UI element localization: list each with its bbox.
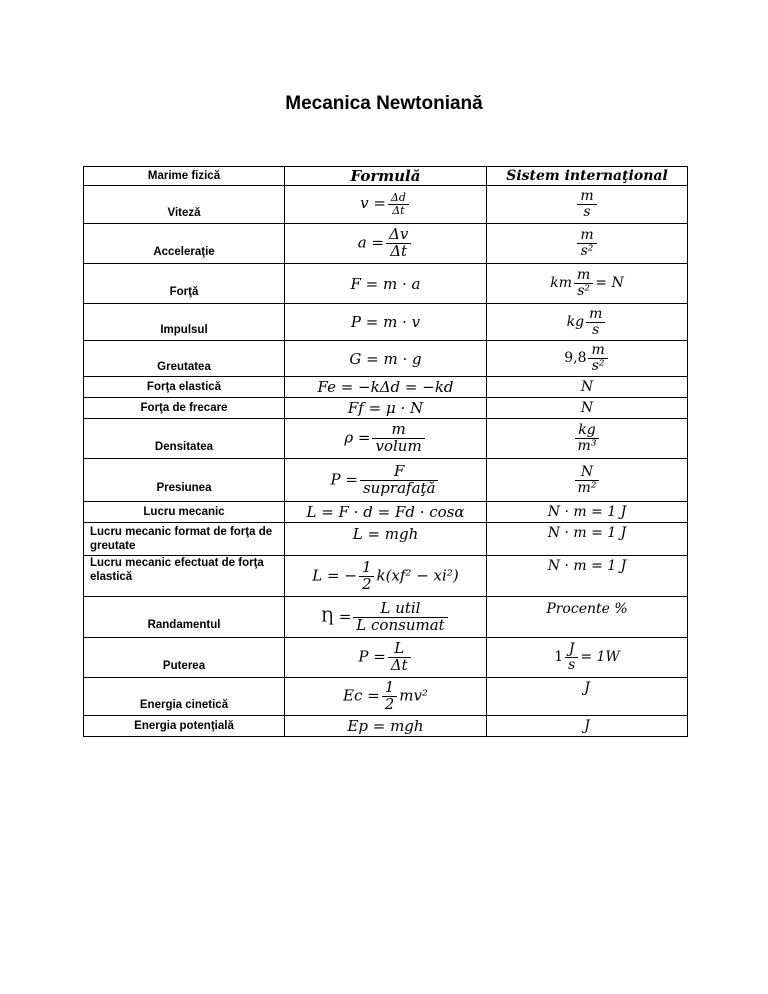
quantity-name: Presiunea	[156, 482, 212, 494]
si-cell: N · m = 1 J	[487, 523, 688, 556]
si-cell: N · m = 1 J	[487, 556, 688, 597]
header-si: Sistem internaţional	[487, 167, 688, 186]
formula-cell: L = − $\frac{1}{2}$ k(xf² − xi²)	[285, 556, 487, 597]
formula-cell: ρ = $\frac{m}{\text{volum}}$	[285, 419, 487, 459]
si-cell: N	[487, 398, 688, 419]
si-cell: J	[487, 678, 688, 716]
si-cell: N · m = 1 J	[487, 502, 688, 523]
quantity-name: Lucru mecanic	[84, 502, 285, 523]
formula-cell: F = m · a	[285, 264, 487, 304]
formula-cell: P = m · v	[285, 304, 487, 341]
quantity-name: Forţa elastică	[84, 377, 285, 398]
quantity-name: Impulsul	[160, 324, 208, 336]
si-cell: $\frac{m}{\text{s²}}$	[487, 224, 688, 264]
page-title: Mecanica Newtoniană	[285, 93, 483, 114]
table-row	[84, 556, 688, 597]
formula-cell: P = $\frac{F}{\text{suprafaţă}}$	[285, 459, 487, 502]
quantity-name: Forţa de frecare	[84, 398, 285, 419]
formula-cell: G = m · g	[285, 341, 487, 377]
quantity-name: Energia cinetică	[139, 698, 229, 711]
quantity-name: Greutatea	[157, 360, 211, 373]
quantity-name: Forţă	[169, 285, 199, 298]
table-row	[84, 186, 688, 224]
si-cell: J	[487, 716, 688, 737]
table-row	[84, 377, 688, 398]
si-cell: Procente %	[487, 597, 688, 638]
table-row	[84, 398, 688, 419]
header-formula: Formulă	[285, 167, 487, 186]
table-row	[84, 678, 688, 716]
table-row	[84, 419, 688, 459]
quantity-name: Viteză	[167, 206, 201, 219]
quantity-name: Acceleraţie	[153, 245, 215, 258]
formula-cell: L = mgh	[285, 523, 487, 556]
si-cell: kg $\frac{m}{s}$	[487, 304, 688, 341]
formula-cell: Ƞ = $\frac{\text{L util}}{\text{L consumat}}$	[285, 597, 487, 638]
table-row	[84, 502, 688, 523]
quantity-name: Randamentul	[147, 619, 221, 631]
table-row	[84, 638, 688, 678]
table-row	[84, 341, 688, 377]
table-row	[84, 459, 688, 502]
si-cell: $\frac{m}{s}$	[487, 186, 688, 224]
formula-cell: L = F · d = Fd · cosα	[285, 502, 487, 523]
table-row	[84, 224, 688, 264]
si-cell: N	[487, 377, 688, 398]
quantity-name: Densitatea	[154, 440, 214, 453]
si-cell: 1 $\frac{J}{s}$ = 1W	[487, 638, 688, 678]
table-row	[84, 597, 688, 638]
formula-cell: Ff = μ · N	[285, 398, 487, 419]
formula-cell: Fe = −kΔd = −kd	[285, 377, 487, 398]
quantity-name: Energia potenţială	[84, 716, 285, 737]
si-cell: 9,8 $\frac{m}{\text{s²}}$	[487, 341, 688, 377]
formula-cell: Ep = mgh	[285, 716, 487, 737]
si-cell: km $\frac{m}{\text{s²}}$ = N	[487, 264, 688, 304]
header-quantity: Marime fizică	[84, 167, 285, 186]
table-row	[84, 716, 688, 737]
formula-table	[83, 166, 688, 737]
si-cell: $\frac{kg}{\text{m³}}$	[487, 419, 688, 459]
formula-cell: v = $\frac{\Delta d}{\Delta t}$	[285, 186, 487, 224]
quantity-name: Puterea	[162, 659, 206, 672]
table-row	[84, 304, 688, 341]
formula-cell: P = $\frac{L}{\Delta t}$	[285, 638, 487, 678]
formula-cell: a = $\frac{\Delta v}{\Delta t}$	[285, 224, 487, 264]
quantity-name: Lucru mecanic format de forţa de greutate	[90, 526, 273, 552]
table-row	[84, 264, 688, 304]
formula-cell: Ec = $\frac{1}{2}$ mv²	[285, 678, 487, 716]
table-row	[84, 523, 688, 556]
si-cell: $\frac{N}{\text{m²}}$	[487, 459, 688, 502]
header-row	[84, 167, 688, 186]
quantity-name: Lucru mecanic efectuat de forţa elastică	[90, 557, 264, 583]
